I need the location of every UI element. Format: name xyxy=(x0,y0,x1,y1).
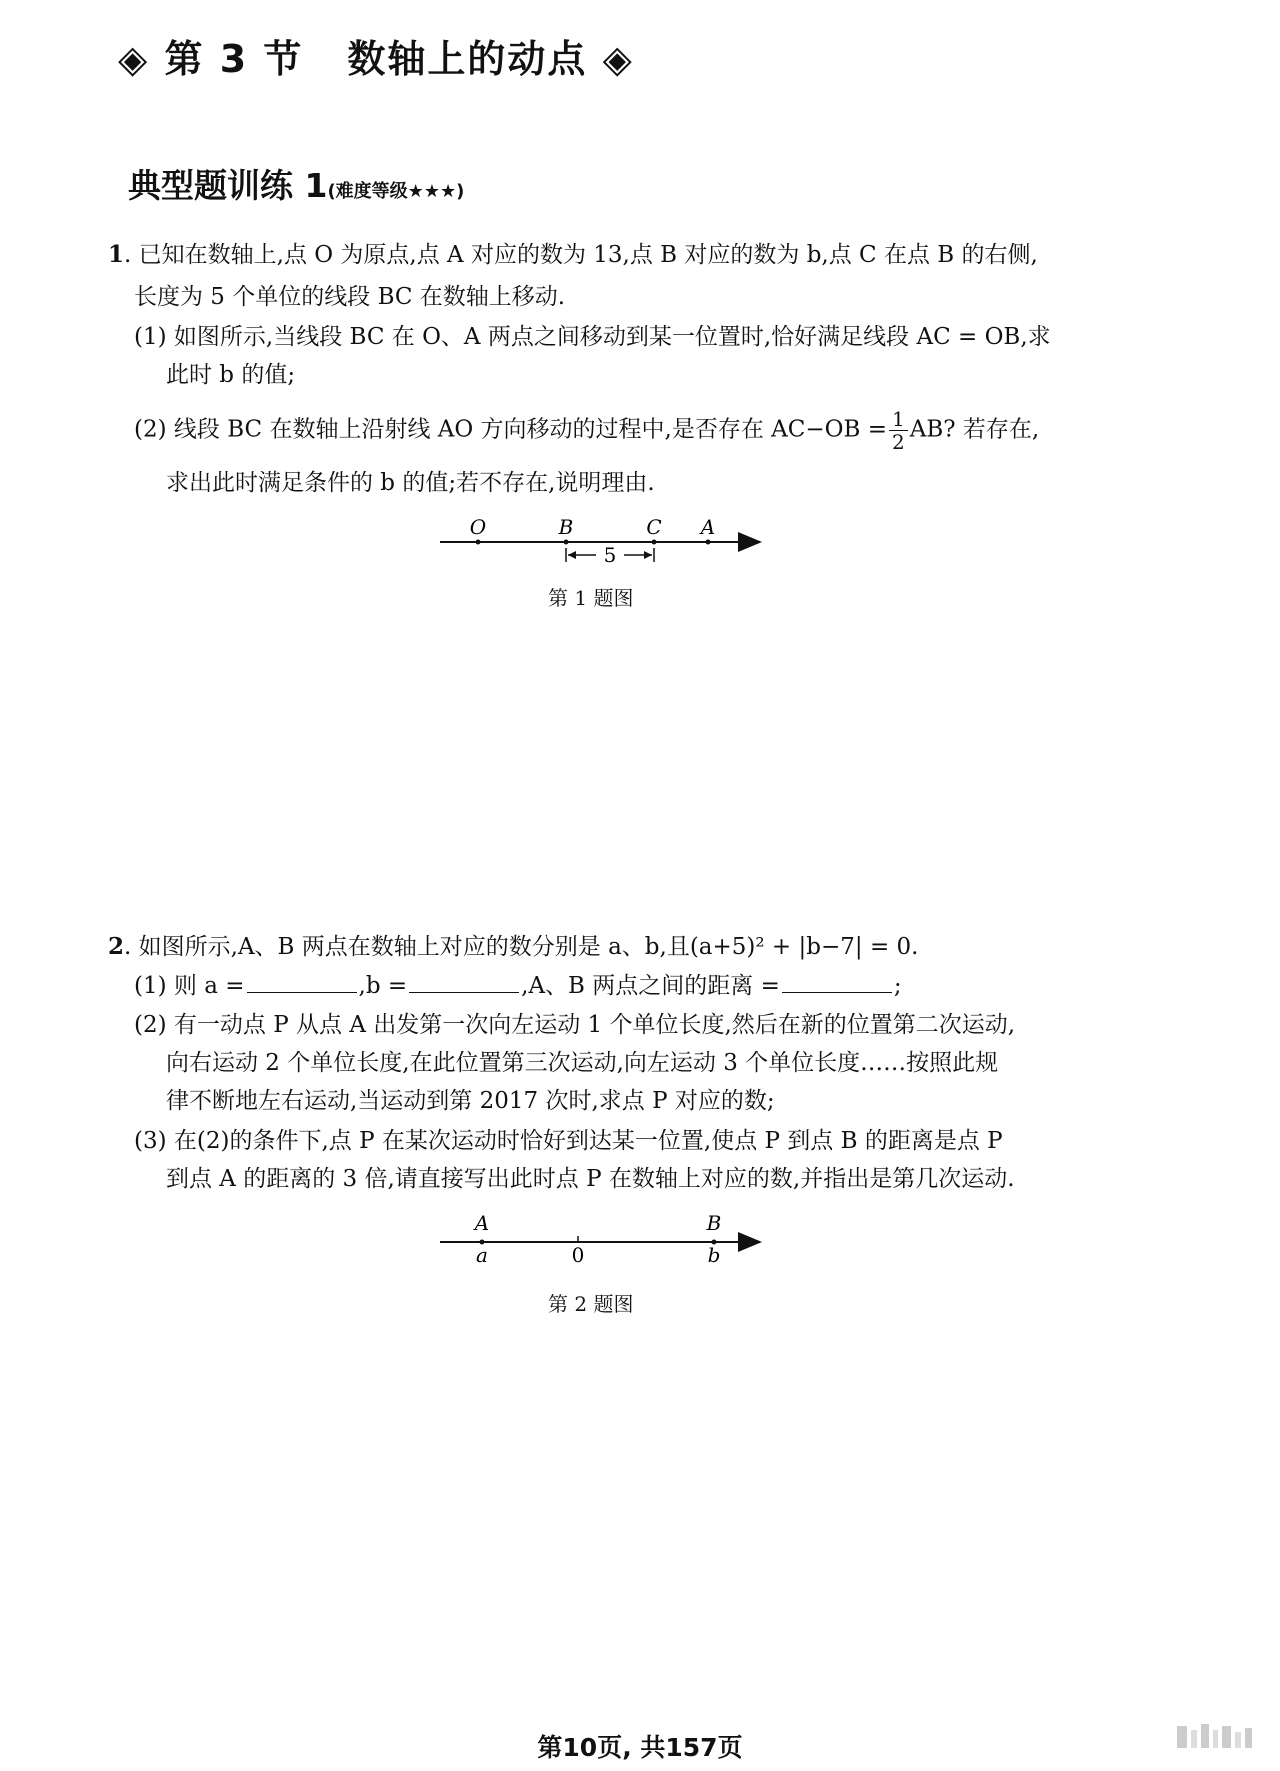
q2-part3-line2: 到点 A 的距离的 3 倍,请直接写出此时点 P 在数轴上对应的数,并指出是第几次运动. xyxy=(166,1166,1015,1192)
segment-length-label: 5 xyxy=(603,543,617,567)
diamond-marker-left: ◈ xyxy=(118,37,150,81)
q2-part1: (1) 则 a = ,b = ,A、B 两点之间的距离 = ; xyxy=(134,970,902,1001)
page-number-footer: 第10页, 共157页 xyxy=(537,1733,743,1762)
q1-part1-line1: (1) 如图所示,当线段 BC 在 O、A 两点之间移动到某一位置时,恰好满足线段 AC = OB,求 xyxy=(134,324,1051,350)
arrowhead-left-icon xyxy=(568,551,576,559)
point-B xyxy=(564,540,569,545)
point-A xyxy=(706,540,711,545)
exercise-title xyxy=(128,160,464,207)
label-C: C xyxy=(646,515,662,539)
q1-part1-line2: 此时 b 的值; xyxy=(166,362,296,388)
answer-blank-distance[interactable] xyxy=(782,970,892,993)
figure-2-caption: 第 2 题图 xyxy=(548,1292,634,1316)
q2-number-line-figure xyxy=(430,1210,780,1270)
difficulty-level: (难度等级★★★) xyxy=(327,181,465,202)
q2-number: 2 xyxy=(108,933,125,960)
label-O: O xyxy=(469,515,487,539)
fraction-one-half: $\frac{1}{2}$ xyxy=(889,408,908,453)
answer-blank-b[interactable] xyxy=(409,970,519,993)
q2-part2-label: (2) xyxy=(134,1012,167,1038)
label-A: A xyxy=(700,515,716,539)
section-label: 第 3 节 xyxy=(164,37,304,81)
value-a: a xyxy=(476,1243,488,1267)
q1-part2-label: (2) xyxy=(134,416,167,443)
section-title xyxy=(118,28,634,83)
label-B: B xyxy=(558,515,574,539)
arrowhead-right-icon xyxy=(644,551,652,559)
label-A: A xyxy=(474,1211,490,1235)
answer-blank-a[interactable] xyxy=(247,970,357,993)
watermark-icon xyxy=(1175,1720,1255,1756)
q2-part3-label: (3) xyxy=(134,1128,167,1154)
q2-stem: 2. 如图所示,A、B 两点在数轴上对应的数分别是 a、b,且(a+5)² + |b−7| = 0. xyxy=(108,933,919,960)
q1-part2-line1: (2) 线段 BC 在数轴上沿射线 AO 方向移动的过程中,是否存在 AC−OB = $\frac{1}{2}$ AB? 若存在, xyxy=(134,407,1040,454)
exercise-heading: 典型题训练 1 xyxy=(128,166,328,205)
q2-part1-label: (1) xyxy=(134,973,167,999)
point-O xyxy=(476,540,481,545)
q1-number-line-figure xyxy=(430,512,780,572)
q1-part1-label: (1) xyxy=(134,324,167,350)
q2-part2-line1: (2) 有一动点 P 从点 A 出发第一次向左运动 1 个单位长度,然后在新的位置第二次运动, xyxy=(134,1012,1016,1038)
q2-part2-line2: 向右运动 2 个单位长度,在此位置第三次运动,向左运动 3 个单位长度……按照此规 xyxy=(166,1050,999,1076)
diamond-marker-right: ◈ xyxy=(602,37,634,81)
value-b: b xyxy=(707,1243,721,1267)
q1-number: 1 xyxy=(108,241,125,268)
section-heading: 数轴上的动点 xyxy=(347,37,588,81)
q1-part2-line2: 求出此时满足条件的 b 的值;若不存在,说明理由. xyxy=(166,470,655,496)
figure-1-caption: 第 1 题图 xyxy=(548,586,634,610)
label-B: B xyxy=(706,1211,722,1235)
q1-stem-line2: 长度为 5 个单位的线段 BC 在数轴上移动. xyxy=(134,284,566,310)
q2-part3-line1: (3) 在(2)的条件下,点 P 在某次运动时恰好到达某一位置,使点 P 到点 B 的距离是点 P xyxy=(134,1128,1003,1154)
q2-part2-line3: 律不断地左右运动,当运动到第 2017 次时,求点 P 对应的数; xyxy=(166,1088,775,1114)
q1-stem-line1: 1. 已知在数轴上,点 O 为原点,点 A 对应的数为 13,点 B 对应的数为 b,点 C 在点 B 的右侧, xyxy=(108,241,1038,268)
value-zero: 0 xyxy=(571,1243,585,1267)
point-C xyxy=(652,540,657,545)
